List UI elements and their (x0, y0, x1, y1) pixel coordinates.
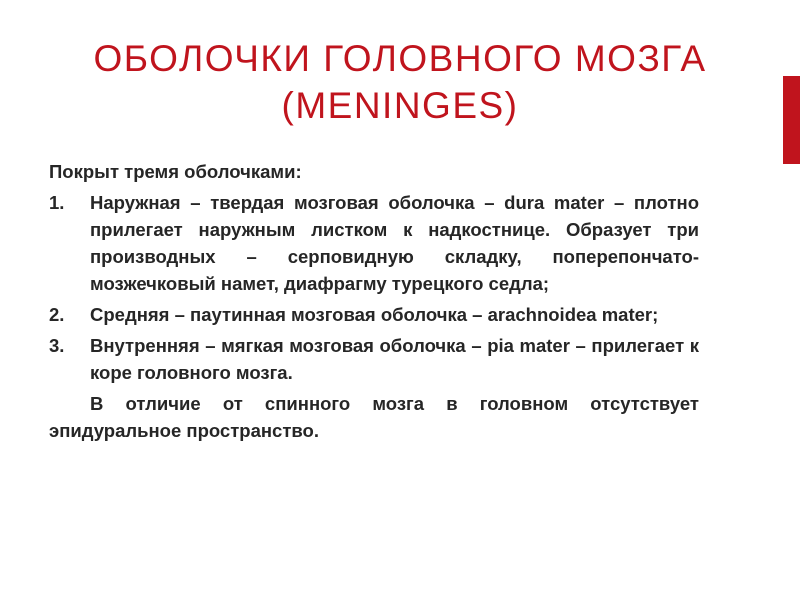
list-number: 2. (49, 304, 65, 325)
list-number: 1. (49, 192, 65, 213)
slide-body (49, 158, 699, 444)
list-item (49, 189, 699, 297)
list-number: 3. (49, 335, 65, 356)
membrane-list (49, 189, 699, 386)
list-text: Внутренняя – мягкая мозговая оболочка – pia mater – прилегает к коре головного мозга. (90, 335, 699, 383)
intro-text: Покрыт тремя оболочками: (49, 161, 302, 182)
list-item (49, 301, 699, 328)
list-text: Наружная – твердая мозговая оболочка – dura mater – плотно прилегает наружным листком к надкостнице. Образует три производных – серповидную складку, поперепончато-мозжечковый намет, диафрагму турецкого седла; (90, 192, 699, 294)
title-line-2: (MENINGES) (281, 85, 519, 126)
slide-title (40, 35, 760, 129)
accent-bar (783, 76, 800, 164)
closing-paragraph: В отличие от спинного мозга в головном отсутствует эпидуральное пространство. (49, 393, 699, 441)
list-text: Средняя – паутинная мозговая оболочка – arachnoidea mater; (90, 304, 659, 325)
list-item (49, 332, 699, 386)
title-line-1: ОБОЛОЧКИ ГОЛОВНОГО МОЗГА (93, 38, 707, 79)
